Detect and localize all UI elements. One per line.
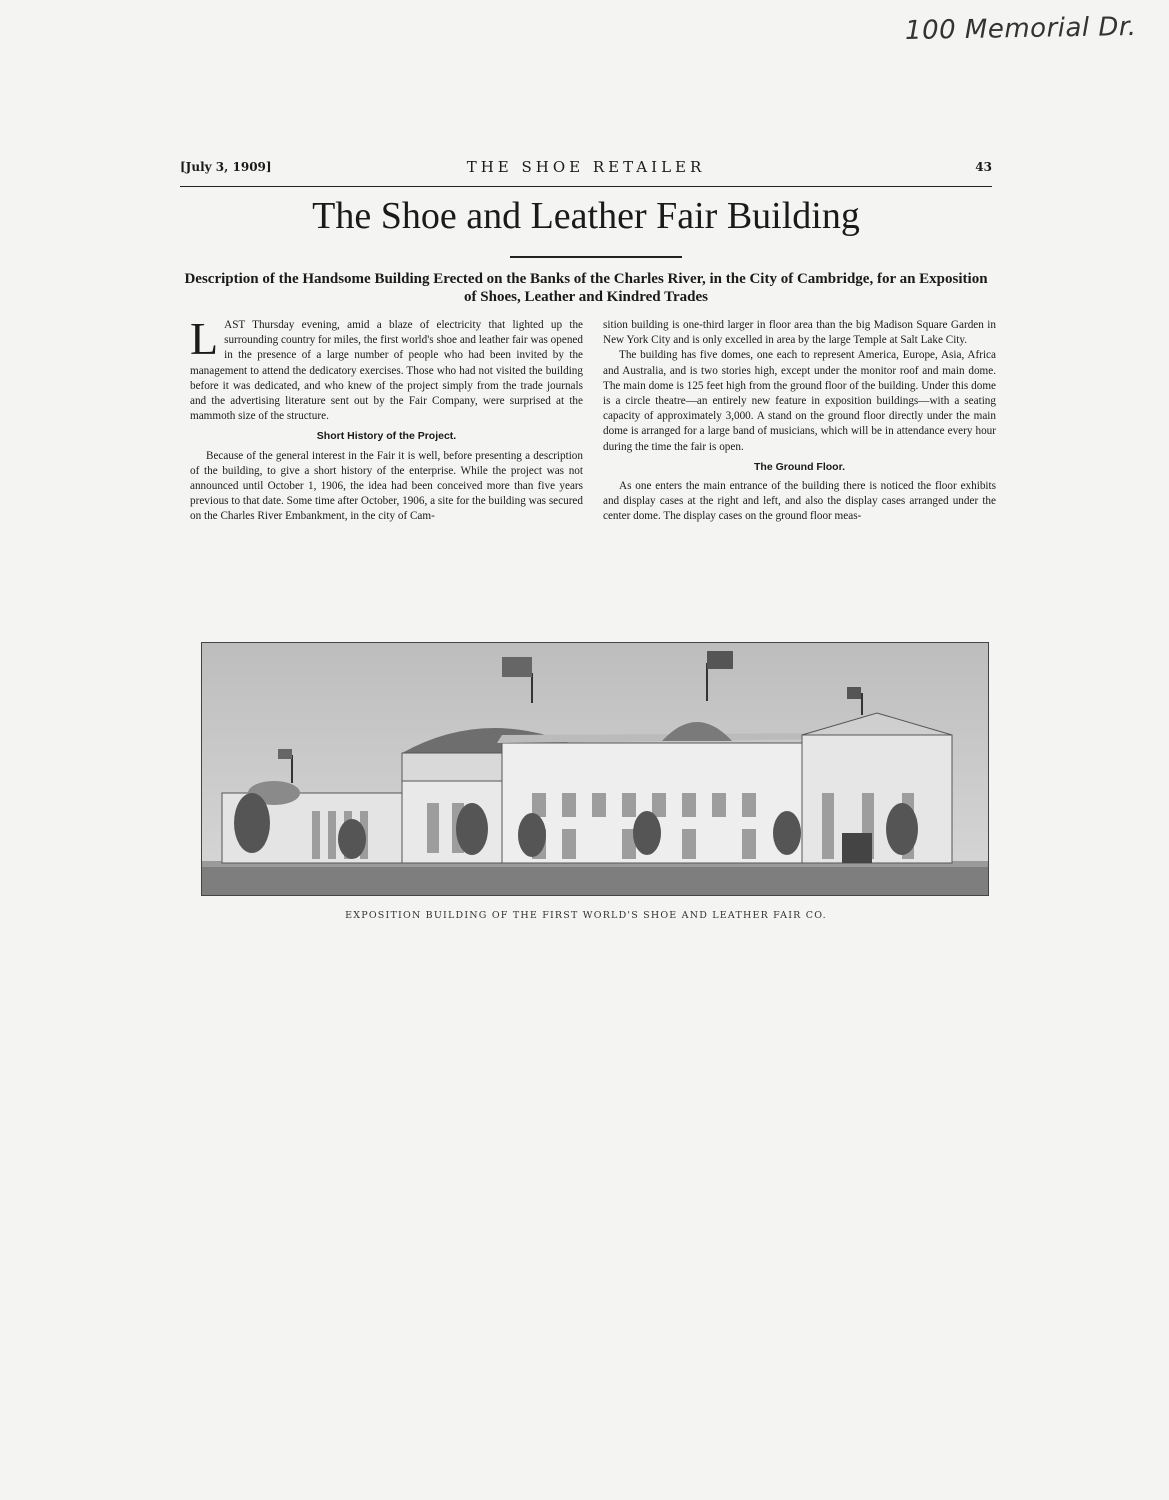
- journal-name: THE SHOE RETAILER: [466, 158, 706, 176]
- section-heading-ground-floor: The Ground Floor.: [754, 460, 845, 473]
- title-rule: [510, 256, 682, 258]
- drop-cap: L: [190, 313, 219, 364]
- paragraph-1-text: AST Thursday evening, amid a blaze of electricity that lighted up the surrounding country for miles, the first world's shoe and leather fair was opened in the presence of a large number of people who had been invited by the management to attend the dedicatory exercises. Those who had not visited the building before it was dedicated, and who knew of the project simply from the trade journals and the advertising literature sent out by the Fair Company, were surprised at the mammoth size of the structure.: [190, 319, 583, 423]
- paragraph-1: [190, 313, 583, 424]
- building-photograph: [201, 642, 989, 896]
- handwritten-annotation: 100 Memorial Dr.: [904, 11, 1137, 47]
- section-heading-history: Short History of the Project.: [316, 430, 457, 443]
- paragraph-4: The building has five domes, one each to represent America, Europe, Asia, Africa and Australia, and is two stories high, except under the monitor roof and main dome. The main dome is 125 feet high from the ground floor of the building. Under this dome is a circle theatre—an entirely new feature in exposition buildings—with a seating capacity of approximately 3,000. A stand on the ground floor directly under the main dome is arranged for a large band of musicians, which will be in attendance every hour during the time the fair is open.: [603, 349, 996, 453]
- paragraph-2: Because of the general interest in the Fair it is well, before presenting a description of the building, to give a short history of the enterprise. While the project was not announced until October 1, 1906, the idea had been conceived more than five years previous to that date. Some time after October, 1906, a site for the building was secured on the Charles River Embankment, in the city of Cam-: [190, 449, 583, 523]
- article-title: The Shoe and Leather Fair Building: [312, 195, 860, 237]
- column-right: [603, 318, 996, 525]
- photo-caption: EXPOSITION BUILDING OF THE FIRST WORLD'S SHOE AND LEATHER FAIR CO.: [345, 910, 827, 921]
- page-number: 43: [975, 160, 992, 174]
- running-header: [180, 160, 992, 180]
- paragraph-3: sition building is one-third larger in floor area than the big Madison Square Garden in New York City and is only excelled in area by the large Temple at Salt Lake City.: [603, 319, 996, 347]
- building-illustration: [202, 643, 988, 895]
- column-left: [190, 313, 583, 525]
- issue-date: [July 3, 1909]: [180, 160, 272, 174]
- paragraph-5: As one enters the main entrance of the building there is noticed the floor exhibits and display cases at the right and left, and also the display cases arranged under the center dome. The display cases on the ground floor meas-: [603, 480, 996, 523]
- article-subtitle: Description of the Handsome Building Erected on the Banks of the Charles River, in the City of Cambridge, for an Exposition of Shoes, Leather and Kindred Trades: [184, 271, 988, 305]
- header-rule: [180, 186, 992, 187]
